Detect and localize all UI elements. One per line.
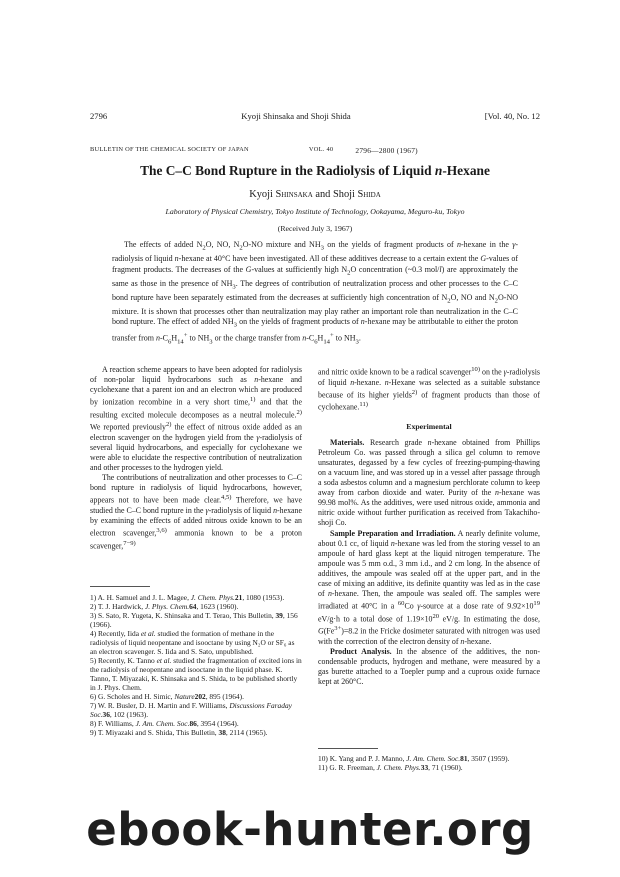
paper-title: The C–C Bond Rupture in the Radiolysis of Liquid n-Hexane [140,163,490,178]
intro-paragraph-3: and nitric oxide known to be a radical scavenger$^{10)}$ on the γ-radiolysis of liquid n-hexane. n-Hexane was selected as a suitable substance because of its higher yields$^{2)}$ of fragment products than those of cyclohexane.$^{11)}$ [318,366,540,413]
footnote-item: 5) Recently, K. Tanno et al. studied the fragmentation of excited ions in the radiolysis of neopentane and isooctane in the liquid phase. K. Tanno, T. Miyazaki, K. Shinsaka and S. Shida, to be published shortly in J. Phys. Chem. [90,656,302,692]
footnote-item: 9) T. Miyazaki and S. Shida, This Bulletin, 38, 2114 (1965). [90,728,268,737]
volume-info: [Vol. 40, No. 12 [484,111,540,121]
footnote-item: 2) T. J. Hardwick, J. Phys. Chem.64, 1623 (1960). [90,602,239,611]
right-column [318,365,540,687]
running-header [90,111,540,121]
received-date: (Received July 3, 1967) [277,224,353,233]
footnote-item: 11) G. R. Freeman, J. Chem. Phys.33, 71 (1960). [318,763,463,772]
section-heading-experimental: Experimental [406,422,452,432]
footnote-item: 1) A. H. Samuel and J. L. Magee, J. Chem. Phys.21, 1080 (1953). [90,593,285,602]
footnote-item: 3) S. Sato, R. Yugeta, K. Shinsaka and T. Terao, This Bulletin, 39, 156 (1966). [90,611,298,629]
journal-name: BULLETIN OF THE CHEMICAL SOCIETY OF JAPAN [90,146,249,153]
footnote-item: 4) Recently, Iida et al. studied the formation of methane in the radiolysis of liquid neopentane and isooctane by using N₂O or SF₆ as an electron scavenger. S. Iida and S. Sato, unpublished. [90,629,295,656]
footnote-divider-right [318,748,378,749]
footnotes-right [318,754,540,772]
intro-paragraph-1: A reaction scheme appears to have been adopted for radiolysis of non-polar liquid hydrocarbons such as n-hexane and cyclohexane that a parent ion and an electron which are produced by ionization recombine in a very short time,$^{1)}$ and that the resulting excited molecule decomposes as a neutral molecule.$^{2)}$ We reported previously$^{2)}$ the effect of nitrous oxide added as an electron scavenger on the hydrogen yield from the γ-radiolysis of several liquid hydrocarbons, and especially for cyclohexane we were able to elucidate the respective contribution of neutralization and other processes to the hydrogen yield. [90,365,302,473]
author-list: Kyoji Shinsaka and Shoji Shida [249,189,381,200]
page-number: 2796 [90,111,108,121]
footnote-item: 8) F. Williams, J. Am. Chem. Soc.86, 3954 (1964). [90,719,239,728]
materials-paragraph: Materials. Research grade n-hexane obtained from Phillips Petroleum Co. was passed through a silica gel column to remove unsaturates, degassed by a few cycles of freezing-pumping-thawing on a vacuum line, and was stored up in a vessel after passage through a soda asbestos column and a magnesium perchlorate column to keep away from carbon dioxide and water. Purity of the n-hexane was 99.98 mol%. As the additives, were used nitrous oxide, ammonia and nitric oxide without further purification as received from Takachiho-shoji Co. [318,438,541,528]
running-authors: Kyoji Shinsaka and Shoji Shida [241,111,351,121]
watermark-text: ebook-hunter.org [86,803,534,856]
left-column [90,365,302,552]
footnote-item: 10) K. Yang and P. J. Manno, J. Am. Chem. Soc.81, 3507 (1959). [318,754,510,763]
footnote-item: 6) G. Scholes and H. Simic, Nature202, 895 (1964). [90,692,244,701]
affiliation: Laboratory of Physical Chemistry, Tokyo Institute of Technology, Ookayama, Meguro-ku, Tokyo [165,207,465,216]
intro-paragraph-2: The contributions of neutralization and other processes to C–C bond rupture in radiolysis of liquid hydrocarbons, however, appears not to have been made clear.$^{4,5)}$ Therefore, we have studied the C–C bond rupture in the γ-radiolysis of liquid n-hexane by examining the effects of added nitrous oxide known to be an electron scavenger,$^{3,6)}$ ammonia known to be a proton scavenger,$^{7-9)}$ [90,473,302,551]
sample-paragraph: Sample Preparation and Irradiation. A nearly definite volume, about 0.1 cc, of liquid n-hexane was led from the storing vessel to an ampoule of hard glass kept at the liquid nitrogen temperature. The ampoule was 5 mm o.d., 3 mm i.d., and 2 cm long. In the absence of additives, the ampoule was sealed off at the upper part, and in the case of mixing an additive, its definite quantity was led as in the case of n-hexane. Then, the ampoule was sealed off. The samples were irradiated at 40°C in a $^{60}$Co γ-source at a dose rate of $9.92\times 10^{19}$ eV/g·h to a total dose of $1.19\times 10^{20}$ eV/g. In estimating the dose, $G(Fe^{3+})=8.2$ in the Fricke dosimeter saturated with nitrogen was used with the correction of the electron density of n-hexane. [318,528,540,646]
product-analysis-paragraph: Product Analysis. In the absence of the additives, the non-condensable products, hydrogen and methane, were measured by a gas burette attached to a Toepler pump and a cuprous oxide furnace kept at 260°C. [318,646,540,687]
footnote-divider [90,586,150,587]
footnotes-left [90,593,302,737]
journal-volume: VOL. 40 [308,146,334,153]
abstract: The effects of added $N_2O$, NO, $N_2O-NO$ mixture and $NH_3$ on the yields of fragment products of n-hexane in the γ-radiolysis of liquid n-hexane at 40°C have been investigated. All of these additives decrease to a certain extent the G-values of fragment products. The decreases of the G-values at sufficiently high $N_2O$ concentration (~0.3 mol/l) are approximately the same as those in the presence of $NH_3$. The degrees of contribution of neutralization process and other processes to the C–C bond rupture have been separately estimated from the decreases at sufficiently high concentration of $N_2O$, NO and $N_2O-NO$ mixture. It is shown that processes other than neutralization may play rather an important role than neutralization in the C–C bond rupture. The effect of added $NH_3$ on the yields of fragment products of n-hexane may be attributable to either the proton transfer from $n-C_6H_{14}^+$ to $NH_3$ or the charge transfer from $n-C_6H_{14}^+$ to $NH_3$. [112,240,519,346]
journal-line [90,146,540,155]
journal-pages: 2796—2800 (1967) [355,146,418,155]
footnote-item: 7) W. R. Busler, D. H. Martin and F. Williams, Discussions Faraday Soc.36, 102 (1963). [90,701,292,719]
